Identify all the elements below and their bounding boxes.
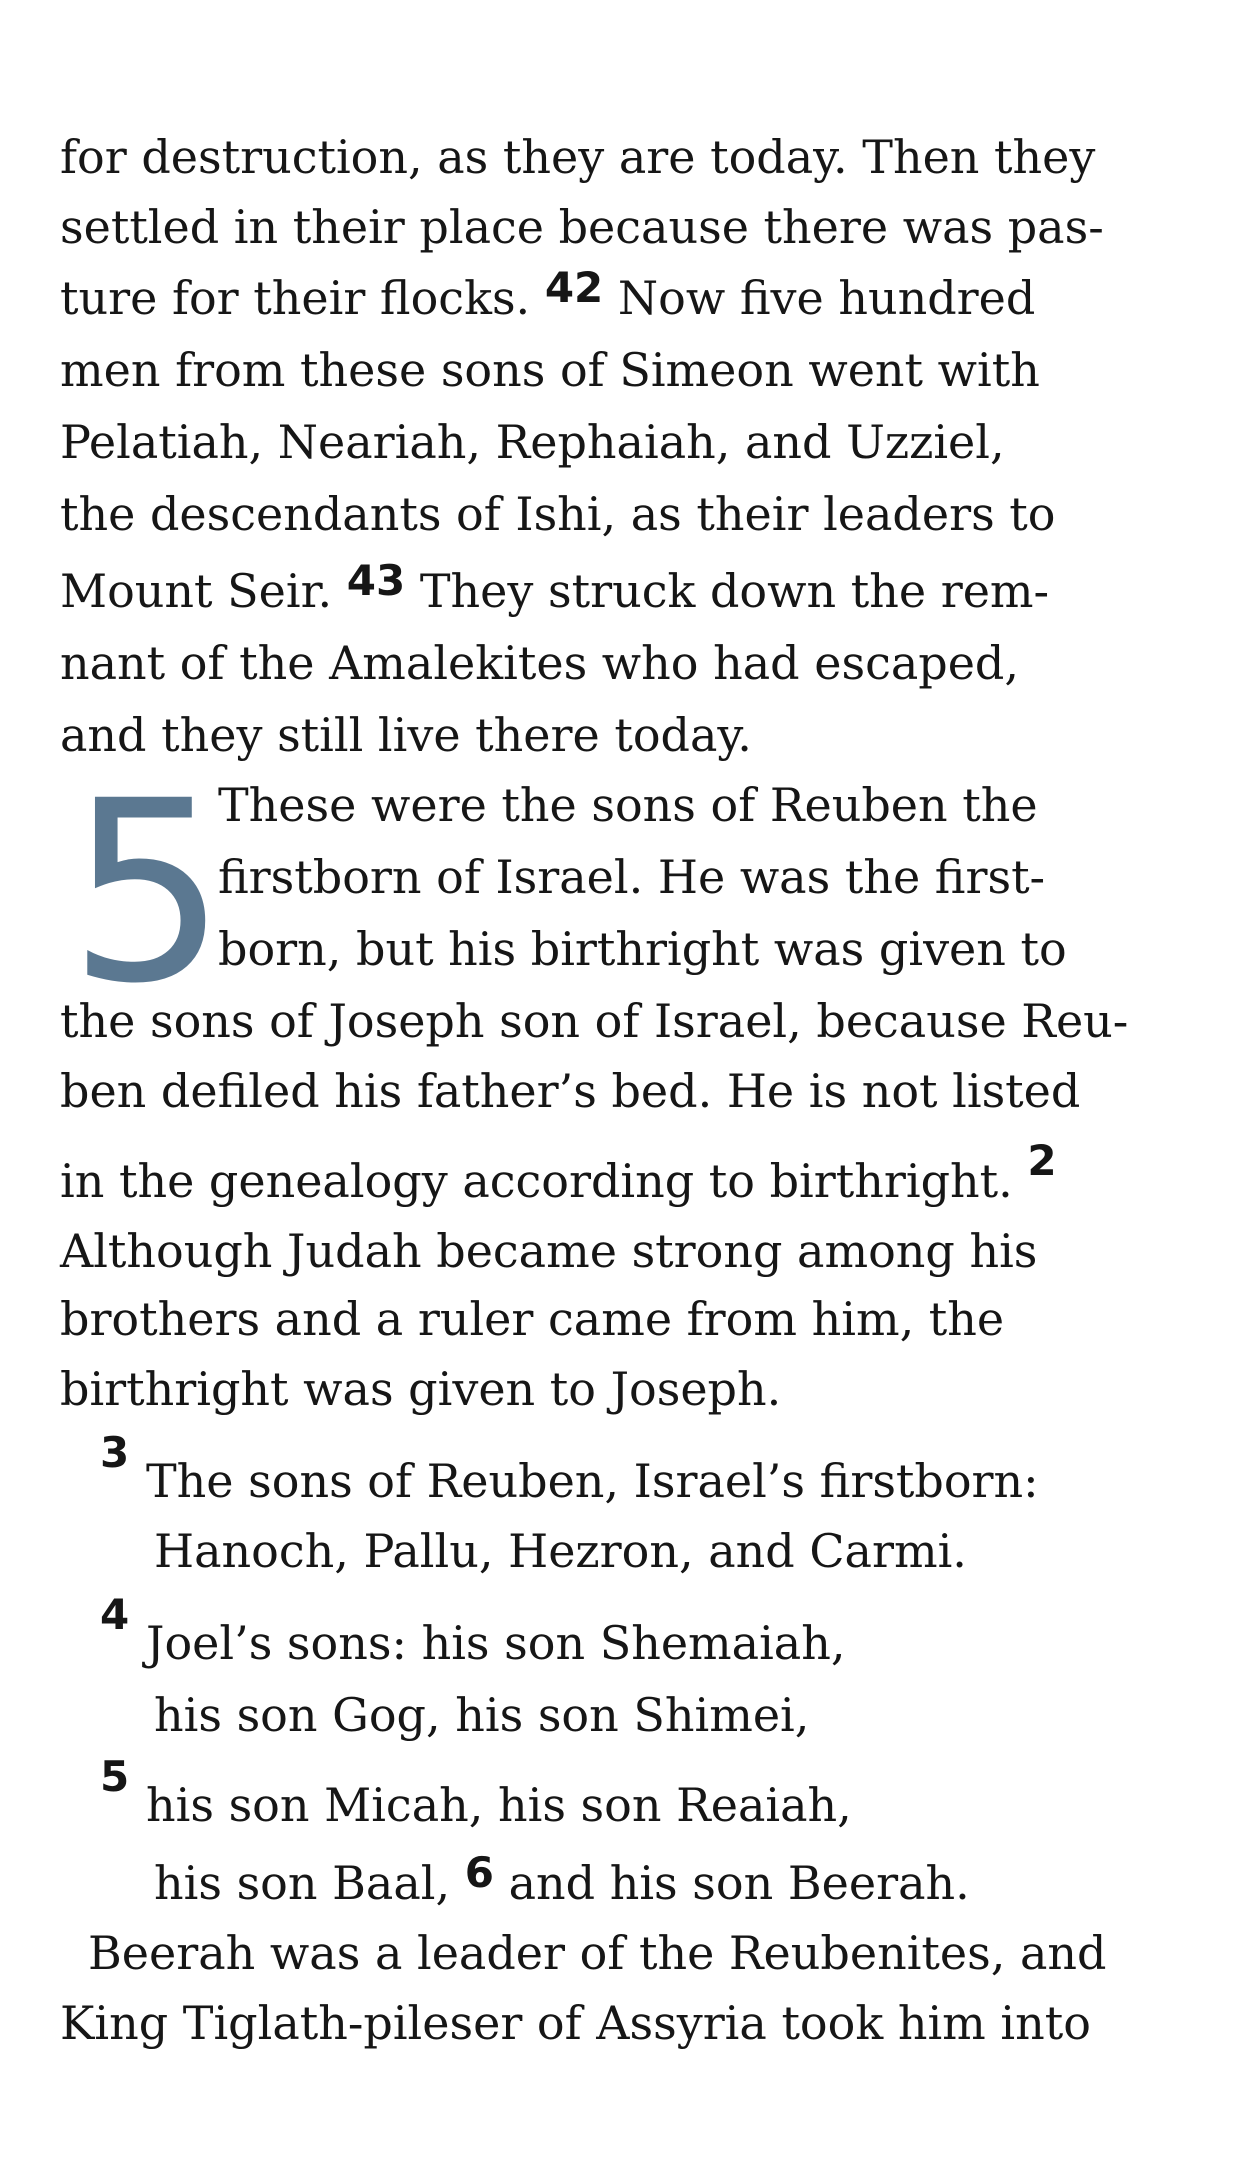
text-span: settled in their place because there was pas- [60,200,1104,254]
text-line [154,1688,810,1742]
text-line [60,1292,1005,1346]
verse-number-43: 43 [346,556,406,605]
text-line [60,130,1096,184]
verse-number-3: 3 [100,1428,130,1477]
text-span: They struck down the rem- [419,564,1050,618]
text-span: the sons of Joseph son of Israel, because Reu- [60,994,1129,1048]
text-span: The sons of Reuben, Israel’s firstborn: [146,1454,1039,1508]
text-line [60,994,1129,1048]
text-line [60,1996,1091,2050]
text-line [60,556,1050,618]
text-span: and they still live there today. [60,708,752,762]
text-line [60,200,1104,254]
text-line [154,1848,970,1910]
text-line [60,1362,782,1416]
text-span: birthright was given to Joseph. [60,1362,782,1416]
verse-number-6: 6 [464,1848,494,1897]
text-span: born, but his birthright was given to [218,922,1067,976]
text-span: King Tiglath-pileser of Assyria took him into [60,1996,1091,2050]
text-span: firstborn of Israel. He was the first- [218,850,1046,904]
text-span: nant of the Amalekites who had escaped, [60,636,1019,690]
text-span: men from these sons of Simeon went with [60,343,1040,397]
text-line [218,778,1038,832]
text-line [60,1224,1038,1278]
text-line [60,487,1056,541]
verse-number-5: 5 [100,1752,130,1801]
text-span: ben defiled his father’s bed. He is not listed [60,1064,1081,1118]
text-span: in the genealogy according to birthright. [60,1154,1013,1208]
verse-number-42: 42 [544,263,604,312]
verse-number-2: 2 [1027,1136,1057,1185]
text-line [60,636,1019,690]
text-span: Although Judah became strong among his [60,1224,1038,1278]
text-span: Mount Seir. [60,564,333,618]
text-span: Now five hundred [617,271,1036,325]
text-span: brothers and a ruler came from him, the [60,1292,1005,1346]
text-span: his son Gog, his son Shimei, [154,1688,810,1742]
text-span: These were the sons of Reuben the [218,778,1038,832]
text-span: Pelatiah, Neariah, Rephaiah, and Uzziel, [60,415,1005,469]
text-span: his son Baal, [154,1856,451,1910]
text-line [60,343,1040,397]
text-span: his son Micah, his son Reaiah, [146,1778,852,1832]
text-line [218,922,1067,976]
text-span: for destruction, as they are today. Then they [60,130,1096,184]
text-span: the descendants of Ishi, as their leaders to [60,487,1056,541]
text-line [88,1926,1107,1980]
text-span: Joel’s sons: his son Shemaiah, [146,1616,846,1670]
text-line [218,850,1046,904]
text-line [60,1136,1057,1208]
text-line [60,263,1036,325]
text-line [60,1064,1081,1118]
text-line [60,415,1005,469]
chapter-number: 5 [68,747,228,1038]
text-line [146,1778,852,1832]
text-span: ture for their flocks. [60,271,531,325]
text-span: and his son Beerah. [508,1856,970,1910]
text-span: Hanoch, Pallu, Hezron, and Carmi. [154,1524,967,1578]
text-line [146,1616,846,1670]
text-line [154,1524,967,1578]
text-line [146,1454,1039,1508]
text-span: Beerah was a leader of the Reubenites, and [88,1926,1107,1980]
verse-number-4: 4 [100,1590,130,1639]
